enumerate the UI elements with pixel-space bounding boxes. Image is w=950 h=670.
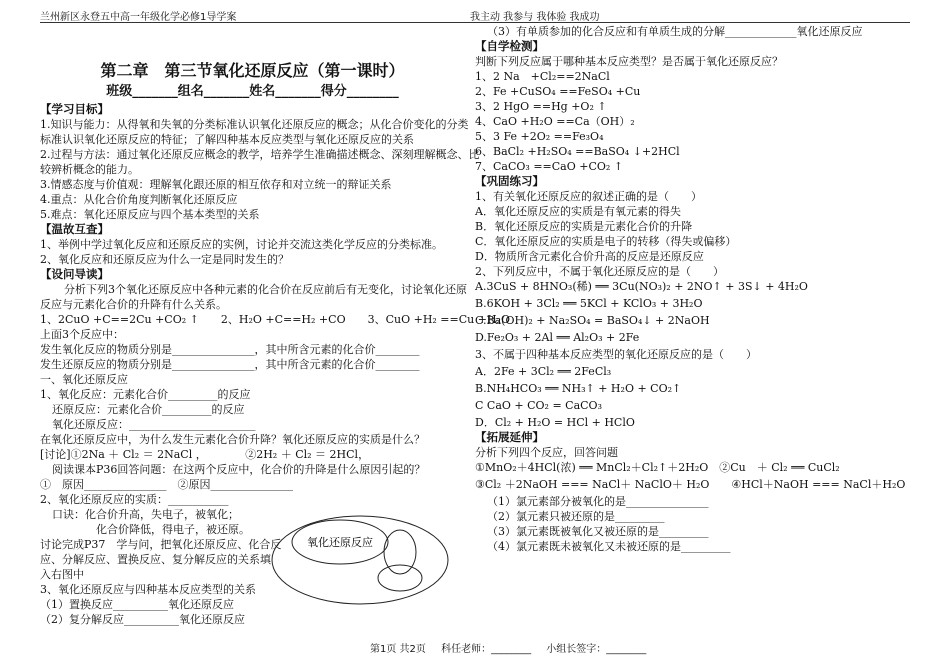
text-line: D．Cl₂ + H₂O = HCl + HClO [475,416,635,429]
header-left: 兰州新区永登五中高一年级化学必修1导学案 [40,12,237,23]
text-line: （3）氯元素既被氧化又被还原的是_________ [487,525,709,538]
text-line: 上面3个反应中： [40,328,124,341]
text-line: B．氧化还原反应的实质是元素化合价的升降 [475,220,693,233]
text-line: 1、2CuO +C==2Cu +CO₂ ↑ 2、H₂O +C==H₂ +CO 3、CuO +H₂ ==Cu +H₂O [40,313,510,326]
page-number: 第1页 共2页 [370,644,426,655]
text-line: （4）氯元素既未被氧化又未被还原的是_________ [487,540,731,553]
text-line: 入右图中 [40,568,84,581]
text-line: D.Fe₂O₃ + 2Al ══ Al₂O₃ + 2Fe [475,331,640,344]
text-line: 【温故互查】 [40,222,109,236]
text-line: 1、举例中学过氧化反应和还原反应的实例，讨论并交流这类化学反应的分类标准。 [40,238,443,251]
text-line: 应、分解反应、置换反应、复分解反应的关系填 [40,553,271,566]
right-column [475,24,915,554]
page-title: 第二章 第三节氧化还原反应（第一课时） [100,61,405,80]
text-line: 3、氧化还原反应与四种基本反应类型的关系 [40,583,256,596]
text-line: C．氧化还原反应的实质是电子的转移（得失或偏移） [475,235,737,248]
text-line: 3、2 HgO ==Hg +O₂ ↑ [475,100,607,113]
student-info-line: 班级_______组名_______姓名_______得分________ [106,84,399,99]
text-line: （1）氯元素部分被氧化的是_______________ [487,495,709,508]
text-line: 2、氧化反应和还原反应为什么一定是同时发生的？ [40,253,289,266]
header-right: 我主动 我参与 我体验 我成功 [470,12,600,23]
text-line: A.3CuS + 8HNO₃(稀) ══ 3Cu(NO₃)₂ + 2NO↑ + 3S↓ + 4H₂O [475,280,808,293]
text-line: 7、CaCO₃ ==CaO +CO₂ ↑ [475,160,624,173]
text-line: 【自学检测】 [475,39,544,53]
text-line: 1、有关氧化还原反应的叙述正确的是（ ） [475,190,702,203]
text-line: 1.知识与能力：从得氧和失氧的分类标准认识氧化还原反应的概念；从化合价变化的分类 [40,118,469,131]
text-line: B.NH₄HCO₃ ══ NH₃↑ + H₂O + CO₂↑ [475,382,682,395]
text-line: 在氧化还原反应中，为什么发生元素化合价升降？氧化还原反应的实质是什么？ [40,433,425,446]
reaction-type-diagram [268,508,453,606]
text-line: B.6KOH + 3Cl₂ ══ 5KCl + KClO₃ + 3H₂O [475,297,703,310]
text-line: 3、不属于四种基本反应类型的氧化还原反应的是（ ） [475,348,757,361]
text-line: 1、氧化反应：元素化合价_________的反应 [40,388,251,401]
text-line: （3）有单质参加的化合反应和有单质生成的分解_____________氧化还原反应 [487,25,863,38]
leader-field: 小组长签字：________ [546,644,647,655]
text-line: 【拓展延伸】 [475,430,544,444]
text-line: 5.难点：氧化还原反应与四个基本类型的关系 [40,208,260,221]
small-ellipse-b [378,565,422,591]
text-line: 口诀：化合价升高，失电子，被氧化； [52,508,239,521]
text-line: 4.重点：从化合价角度判断氧化还原反应 [40,193,238,206]
text-line: 阅读课本P36回答问题：在这两个反应中，化合价的升降是什么原因引起的？ [52,463,426,476]
text-line: 分析下列四个反应，回答问题 [475,446,618,459]
text-line: 化合价降低，得电子，被还原。 [96,523,250,536]
text-line: ① 原因_______________ ②原因_______________ [40,478,293,491]
text-line: 【巩固练习】 [475,174,544,188]
text-line: 较辨析概念的能力。 [40,163,139,176]
text-line: 标准认识氧化还原反应的特征；了解四种基本反应类型与氧化还原反应的关系 [40,133,414,146]
text-line: 判断下列反应属于哪种基本反应类型？是否属于氧化还原反应？ [475,55,783,68]
text-line: 2、下列反应中，不属于氧化还原反应的是（ ） [475,265,724,278]
text-line: 3.情感态度与价值观：理解氧化跟还原的相互依存和对立统一的辩证关系 [40,178,392,191]
text-line: 反应与元素化合价的升降有什么关系。 [40,298,227,311]
text-line: 6、BaCl₂ +H₂SO₄ ==BaSO₄ ↓+2HCl [475,145,680,158]
text-line: 发生还原反应的物质分别是_______________，其中所含元素的化合价________ [40,358,420,371]
text-line: A．氧化还原反应的实质是有氧元素的得失 [475,205,681,218]
text-line: （1）置换反应__________氧化还原反应 [40,598,234,611]
small-ellipse-a [384,530,416,574]
outer-ellipse [272,516,448,604]
header-divider [40,22,910,23]
text-line: A．2Fe + 3Cl₂ ══ 2FeCl₃ [475,365,612,378]
text-line: C CaO + CO₂ = CaCO₃ [475,399,602,412]
footer [370,640,658,655]
text-line: C.Ba(OH)₂ + Na₂SO₄ = BaSO₄↓ + 2NaOH [475,314,710,327]
text-line: 分析下列3个氧化还原反应中各种元素的化合价在反应前后有无变化，讨论氧化还原 [64,283,467,296]
teacher-field: 科任老师：________ [441,644,532,655]
text-line: 【学习目标】 [40,102,109,116]
text-line: ③Cl₂ ＋2NaOH === NaCl＋ NaClO＋ H₂O ④HCl＋NaOH === NaCl＋H₂O [475,478,906,491]
text-line: 讨论完成P37 学与问，把氧化还原反应、化合反 [40,538,282,551]
text-line: 氧化还原反应：_______________________ [52,418,256,431]
text-line: 还原反应：元素化合价_________的反应 [52,403,245,416]
text-line: [讨论]①2Na ＋ Cl₂ ＝ 2NaCl ， ②2H₂ ＋ Cl₂ ＝ 2HCl， [40,448,370,461]
diagram-label: 氧化还原反应 [307,536,373,549]
text-line: 2.过程与方法：通过氧化还原反应概念的教学，培养学生准确描述概念、深刻理解概念、比 [40,148,480,161]
text-line: 2、Fe +CuSO₄ ==FeSO₄ +Cu [475,85,641,98]
text-line: 5、3 Fe +2O₂ ==Fe₃O₄ [475,130,604,143]
text-line: （2）氯元素只被还原的是_________ [487,510,665,523]
text-line: （2）复分解反应__________氧化还原反应 [40,613,245,626]
text-line: D．物质所含元素化合价升高的反应是还原反应 [475,250,704,263]
text-line: 一、氧化还原反应 [40,373,128,386]
text-line: 1、2 Na +Cl₂==2NaCl [475,70,610,83]
text-line: 4、CaO +H₂O ==Ca（OH）₂ [475,115,635,128]
text-line: 2、氧化还原反应的实质：___________ [40,493,229,506]
text-line: 【设问导读】 [40,267,109,281]
text-line: 发生氧化反应的物质分别是_______________，其中所含元素的化合价________ [40,343,420,356]
text-line: ①MnO₂＋4HCl(浓) ══ MnCl₂＋Cl₂↑＋2H₂O ②Cu ＋ Cl₂ ══ CuCl₂ [475,461,840,474]
